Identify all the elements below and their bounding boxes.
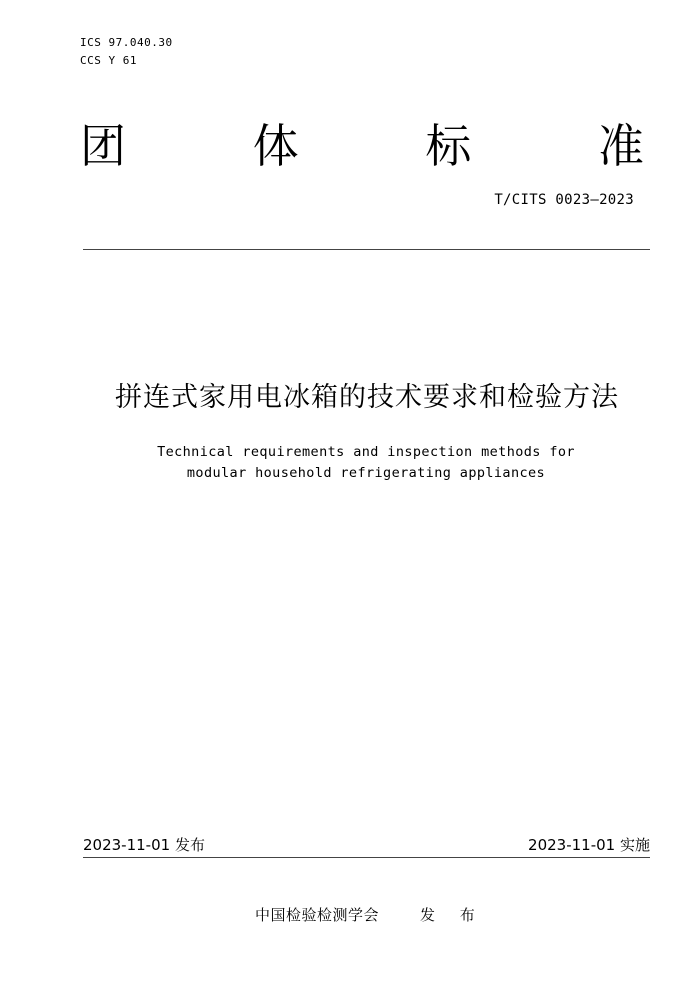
document-title-zh: 拼连式家用电冰箱的技术要求和检验方法 [115,382,619,413]
top-divider [83,249,650,250]
issue-date: 2023-11-01 发布 [83,836,205,854]
heading-char: 体 [252,119,299,173]
standard-number: T/CITS 0023—2023 [494,192,634,208]
heading-char: 准 [597,119,644,173]
ics-code: ICS 97.040.30 [80,36,173,49]
bottom-divider [83,857,650,858]
title-en-line: modular household refrigerating appliances [186,465,546,481]
heading-char: 标 [425,119,472,173]
publish-label: 发 布 [420,906,485,924]
implementation-date: 2023-11-01 实施 [528,836,650,854]
heading-char: 团 [80,119,126,173]
document-title-en [0,442,700,484]
publisher-name: 中国检验检测学会 [255,906,380,924]
title-en-line: Technical requirements and inspection methods for [157,444,575,460]
standard-type-heading [80,118,644,174]
ccs-code: CCS Y 61 [80,54,137,67]
